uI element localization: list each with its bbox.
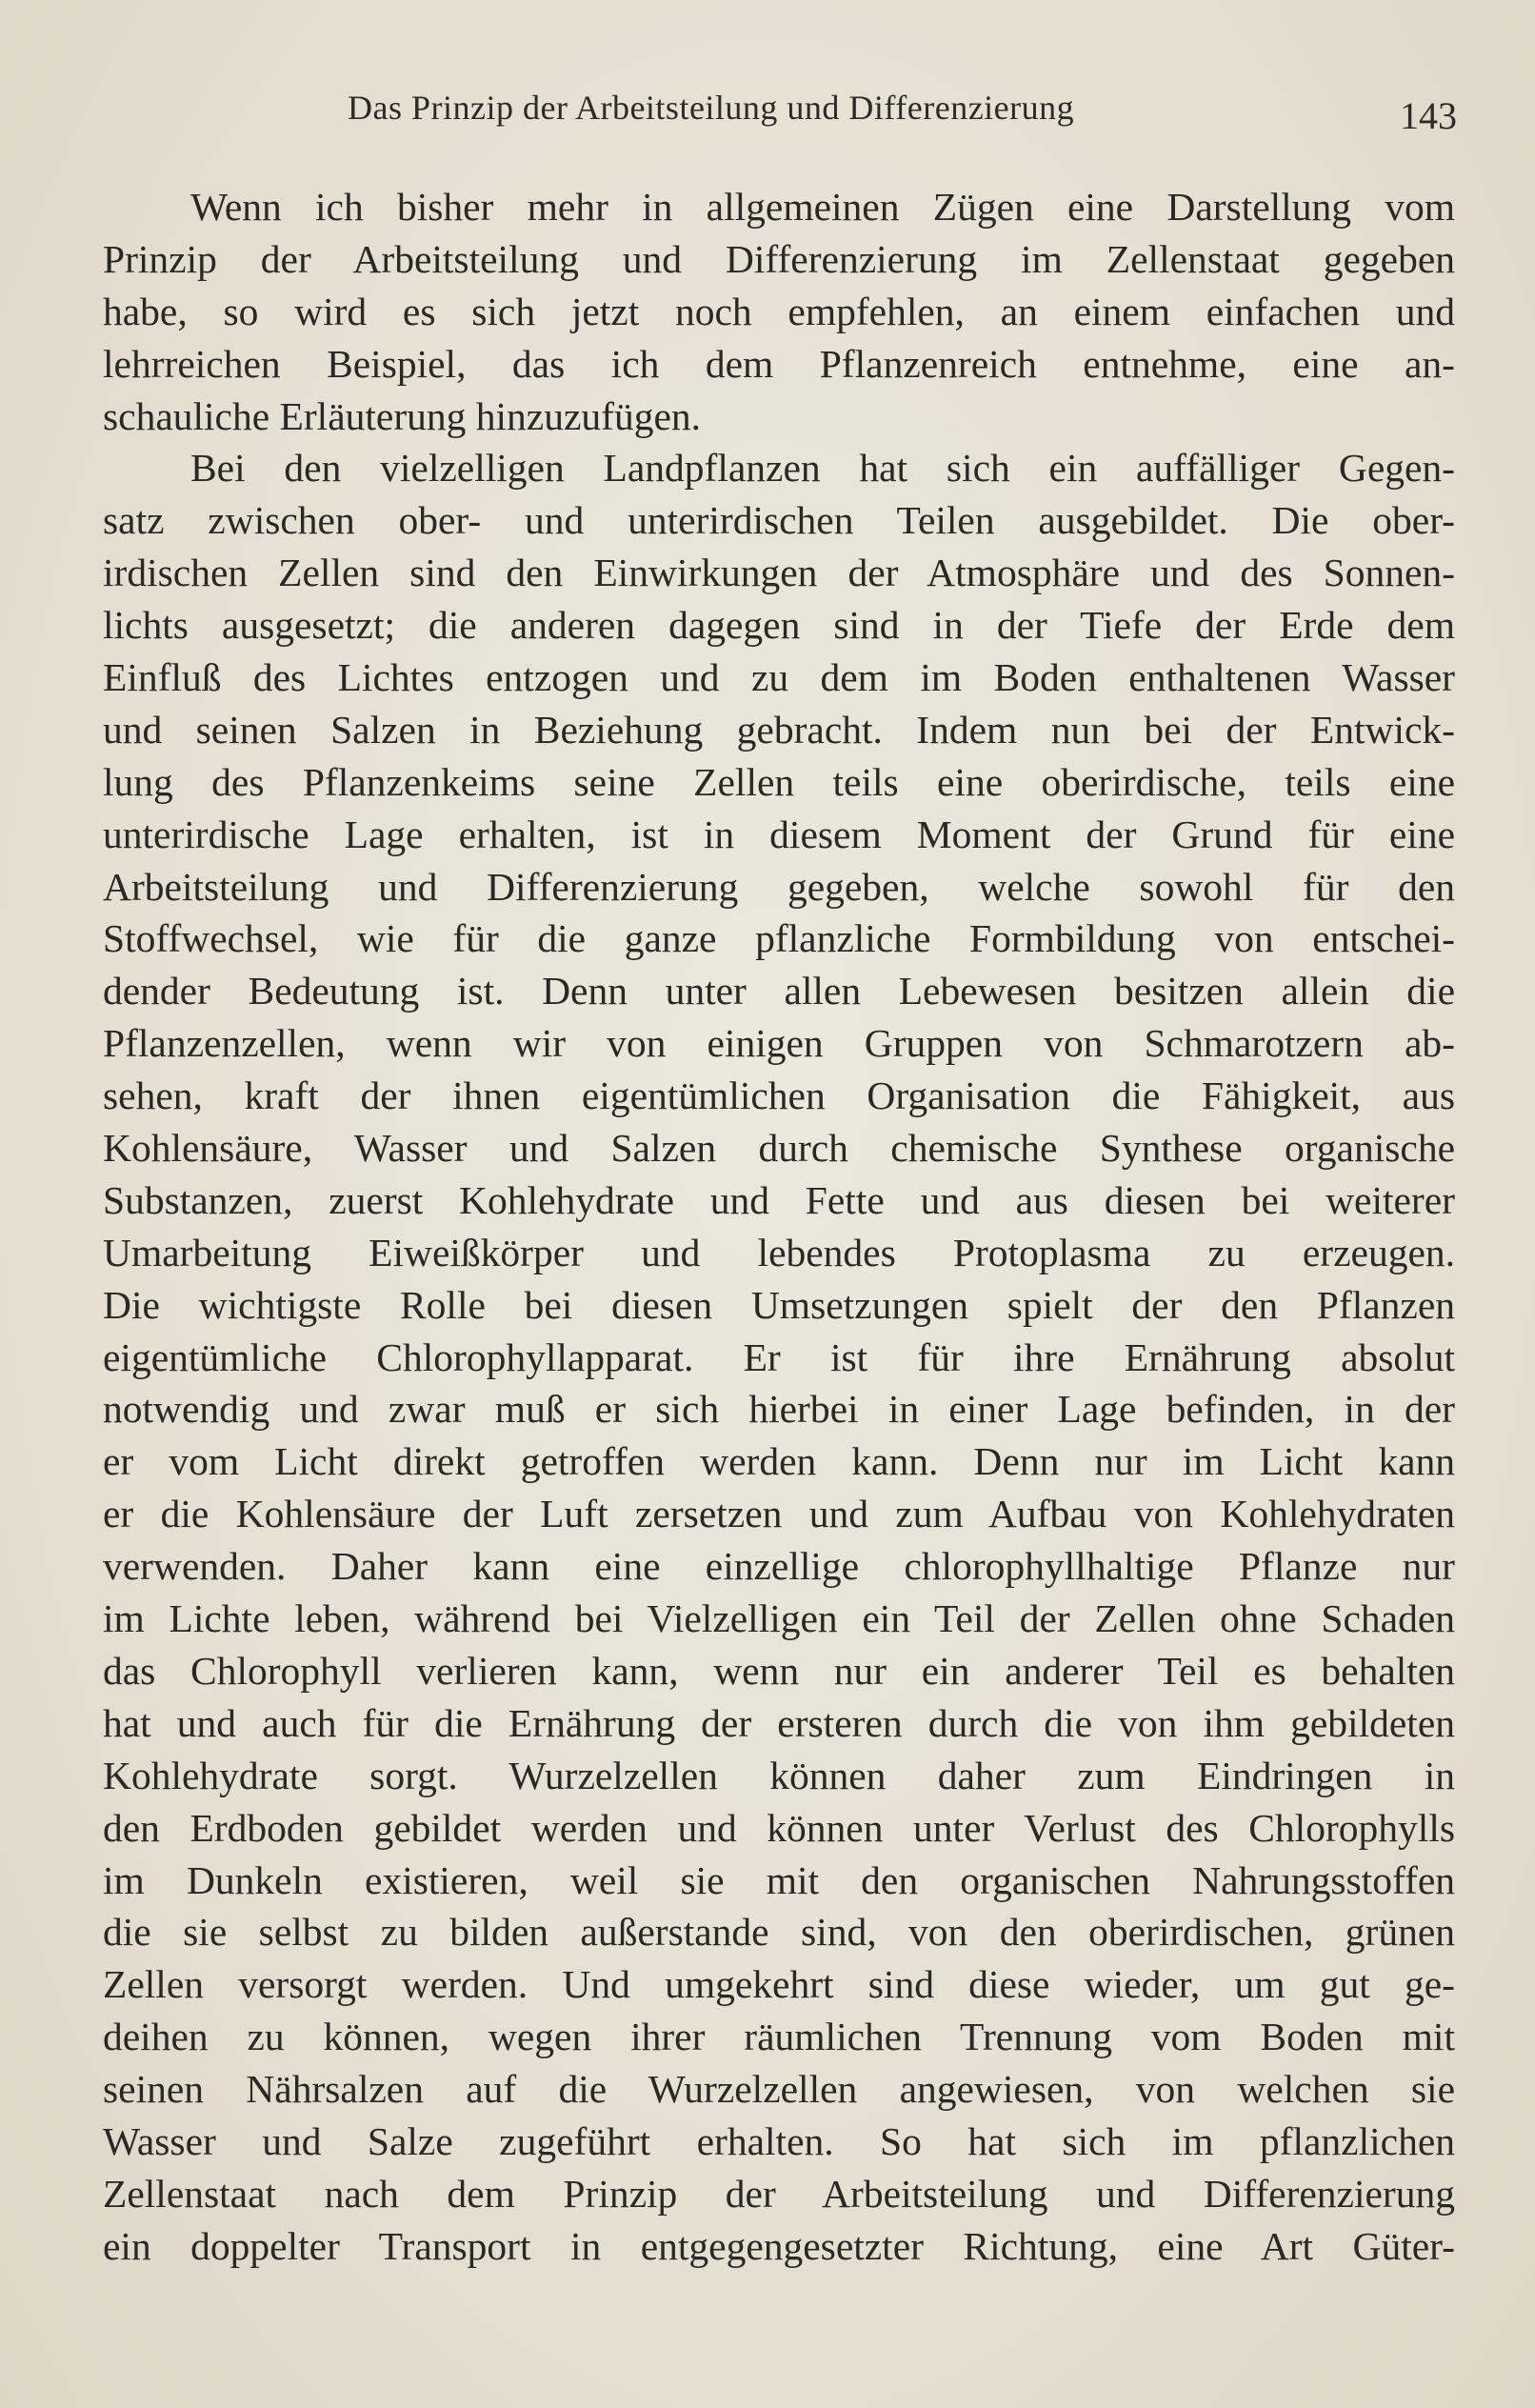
- text-line: deihen zu können, wegen ihrer räumlichen Trennung vom Boden mit: [103, 2015, 1455, 2059]
- text-line: satz zwischen ober- und unterirdischen Teilen ausgebildet. Die ober-: [103, 498, 1455, 543]
- text-line: sehen, kraft der ihnen eigentümlichen Organisation die Fähigkeit, aus: [103, 1074, 1455, 1118]
- text-line: Pflanzenzellen, wenn wir von einigen Gruppen von Schmarotzern ab-: [103, 1021, 1455, 1066]
- text-line: Die wichtigste Rolle bei diesen Umsetzungen spielt der den Pflanzen: [103, 1282, 1455, 1327]
- text-line: Zellen versorgt werden. Und umgekehrt sind diese wieder, um gut ge-: [103, 1962, 1455, 2007]
- text-line: im Dunkeln existieren, weil sie mit den organischen Nahrungsstoffen: [103, 1857, 1455, 1902]
- text-line: notwendig und zwar muß er sich hierbei in einer Lage befinden, in der: [103, 1387, 1455, 1432]
- text-line: Stoffwechsel, wie für die ganze pflanzliche Formbildung von entschei-: [103, 916, 1455, 961]
- text-line: irdischen Zellen sind den Einwirkungen der Atmosphäre und des Sonnen-: [103, 551, 1455, 595]
- text-line: hat und auch für die Ernährung der ersteren durch die von ihm gebildeten: [103, 1700, 1455, 1745]
- running-head: [105, 80, 1457, 137]
- text-line: er die Kohlensäure der Luft zersetzen und zum Aufbau von Kohlehydraten: [103, 1492, 1455, 1536]
- text-line: Wenn ich bisher mehr in allgemeinen Zügen eine Darstellung vom: [190, 185, 1455, 229]
- running-title: Das Prinzip der Arbeitsteilung und Differenzierung: [348, 89, 1075, 127]
- text-line: Kohlehydrate sorgt. Wurzelzellen können daher zum Eindringen in: [103, 1753, 1455, 1797]
- text-line: lehrreichen Beispiel, das ich dem Pflanzenreich entnehme, eine an-: [103, 341, 1455, 386]
- paragraph-1: [103, 181, 1455, 442]
- text-line: im Lichte leben, während bei Vielzelligen ein Teil der Zellen ohne Schaden: [103, 1596, 1455, 1641]
- text-line: den Erdboden gebildet werden und können unter Verlust des Chlorophylls: [103, 1805, 1455, 1850]
- text-line: Umarbeitung Eiweißkörper und lebendes Protoplasma zu erzeugen.: [103, 1230, 1455, 1274]
- text-line: seinen Nährsalzen auf die Wurzelzellen angewiesen, von welchen sie: [103, 2067, 1455, 2112]
- text-line: lichts ausgesetzt; die anderen dagegen sind in der Tiefe der Erde dem: [103, 603, 1455, 648]
- text-line: verwenden. Daher kann eine einzellige chlorophyllhaltige Pflanze nur: [103, 1544, 1455, 1589]
- text-line: Zellenstaat nach dem Prinzip der Arbeitsteilung und Differenzierung: [103, 2171, 1455, 2216]
- body-text: [103, 181, 1455, 2273]
- text-line: er vom Licht direkt getroffen werden kann. Denn nur im Licht kann: [103, 1439, 1455, 1484]
- page-number: 143: [1400, 94, 1457, 137]
- text-line: Bei den vielzelligen Landpflanzen hat sich ein auffälliger Gegen-: [190, 446, 1455, 491]
- text-line: eigentümliche Chlorophyllapparat. Er ist für ihre Ernährung absolut: [103, 1334, 1455, 1379]
- text-line: unterirdische Lage erhalten, ist in diesem Moment der Grund für eine: [103, 812, 1455, 856]
- text-line: die sie selbst zu bilden außerstande sind, von den oberirdischen, grünen: [103, 1910, 1455, 1955]
- text-line: Arbeitsteilung und Differenzierung gegeben, welche sowohl für den: [103, 864, 1455, 909]
- text-line: dender Bedeutung ist. Denn unter allen Lebewesen besitzen allein die: [103, 969, 1455, 1013]
- text-line: das Chlorophyll verlieren kann, wenn nur ein anderer Teil es behalten: [103, 1648, 1455, 1693]
- text-line: Prinzip der Arbeitsteilung und Differenzierung im Zellenstaat gegeben: [103, 236, 1455, 281]
- text-line: Substanzen, zuerst Kohlehydrate und Fette und aus diesen bei weiterer: [103, 1177, 1455, 1222]
- text-line: schauliche Erläuterung hinzuzufügen.: [103, 393, 702, 438]
- text-line: Einfluß des Lichtes entzogen und zu dem im Boden enthaltenen Wasser: [103, 655, 1455, 700]
- text-line: und seinen Salzen in Beziehung gebracht. Indem nun bei der Entwick-: [103, 707, 1455, 752]
- text-line: habe, so wird es sich jetzt noch empfehlen, an einem einfachen und: [103, 289, 1455, 333]
- text-line: lung des Pflanzenkeims seine Zellen teils eine oberirdische, teils eine: [103, 759, 1455, 804]
- text-line: Kohlensäure, Wasser und Salzen durch chemische Synthese organische: [103, 1126, 1455, 1171]
- paragraph-2: [103, 442, 1455, 2272]
- text-line: ein doppelter Transport in entgegengesetzter Richtung, eine Art Güter-: [103, 2223, 1455, 2268]
- text-line: Wasser und Salze zugeführt erhalten. So hat sich im pflanzlichen: [103, 2118, 1455, 2163]
